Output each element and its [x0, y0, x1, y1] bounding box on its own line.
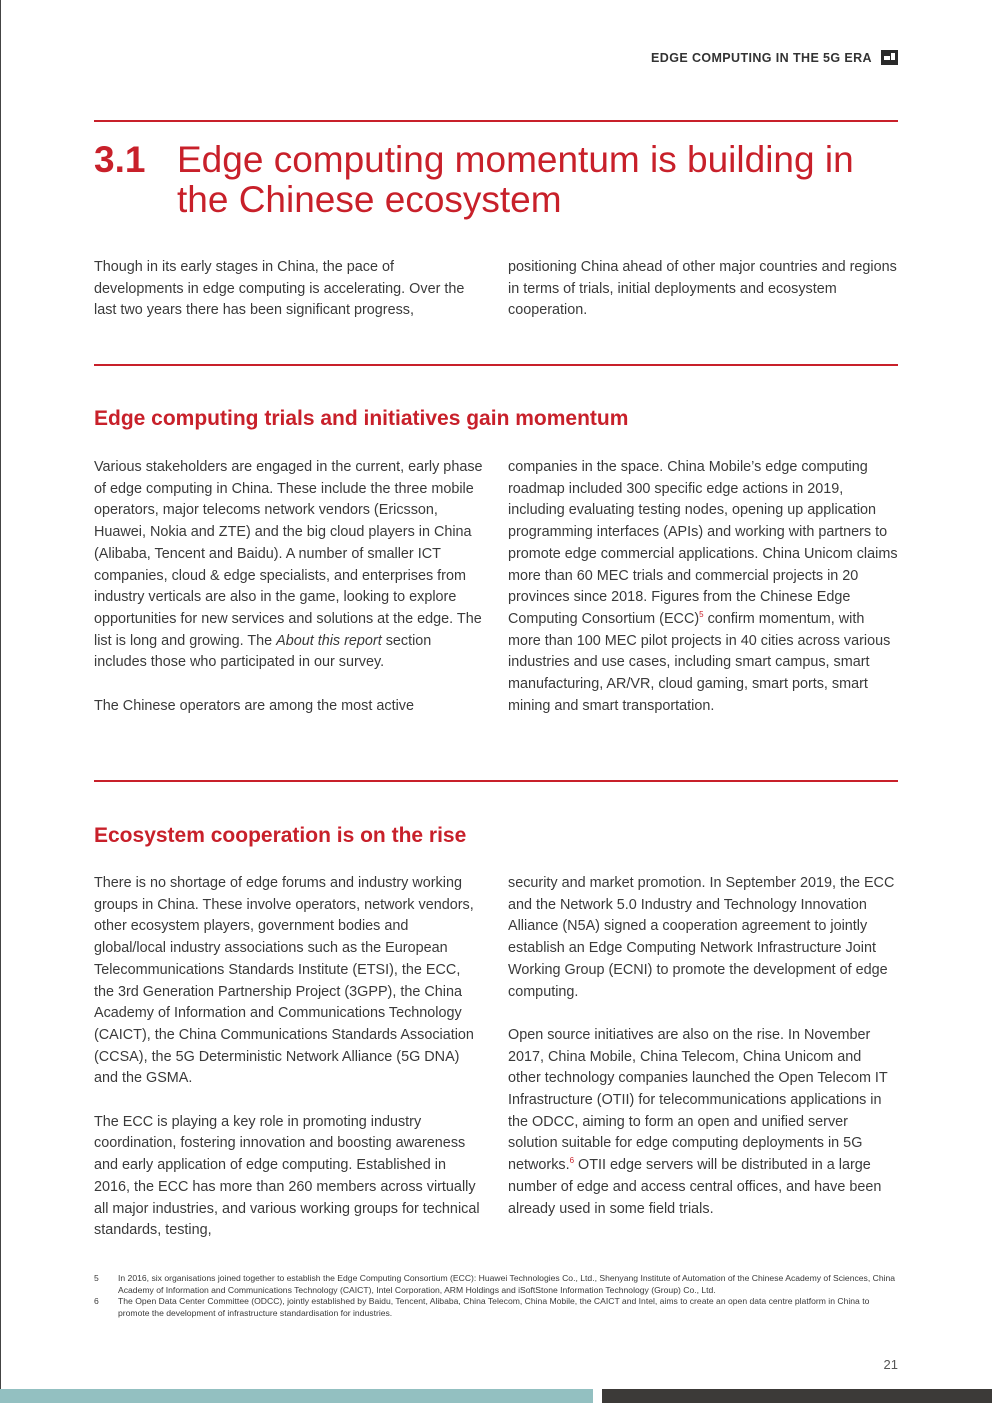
- page-number: 21: [883, 1357, 898, 1372]
- cooperation-right-paragraph-2: Open source initiatives are also on the rise. In November 2017, China Mobile, China Telecom, China Unicom and other technology companies launched the Open Telecom IT Infrastructure (OTII) for telecommunications applications in the ODCC, aiming to form an open and unified server solution suitable for edge computing deployments in 5G networks.$^6$ OTII edge servers will be distributed in a large number of edge and access central offices, and have been already used in some field trials.: [508, 1026, 888, 1217]
- section-title-text: Edge computing momentum is building in the Chinese ecosystem: [177, 139, 854, 220]
- cooperation-left-paragraph-2: The ECC is playing a key role in promoting industry coordination, fostering innovation and boosting awareness and early application of edge computing. Established in 2016, the ECC has more than 260 members across virtually all major industries, and various working groups for technical standards, testing,: [94, 1113, 480, 1239]
- trials-left-paragraph-1: Various stakeholders are engaged in the current, early phase of edge computing in China. These include the three mobile operators, major telecoms network vendors (Ericsson, Huawei, Nokia and ZTE) and the big cloud players in China (Alibaba, Tencent and Baidu). A number of smaller ICT companies, cloud & edge specialists, and enterprises from industry verticals are also in the game, looking to explore opportunities for new services and solutions at the edge. The list is long and growing. The About this report section includes those who participated in our survey.: [94, 459, 483, 671]
- intro-left-column: [94, 257, 484, 322]
- footnote-ref-6: 6: [569, 1156, 575, 1166]
- cooperation-left-paragraph-1: There is no shortage of edge forums and industry working groups in China. These involve operators, network vendors, other ecosystem players, government bodies and global/local industry associations such as the European Telecommunications Standards Institute (ETSI), the ECC, the 3rd Generation Partnership Project (3GPP), the China Academy of Information and Communications Technology (CAICT), the China Communications Standards Association (CCSA), the 5G Deterministic Network Alliance (5G DNA) and the GSMA.: [94, 875, 474, 1087]
- intro-right-text: positioning China ahead of other major countries and regions in terms of trials, initial deployments and ecosystem cooperation.: [508, 259, 897, 319]
- trials-left-column: [94, 457, 484, 717]
- divider-rule: [94, 780, 898, 782]
- cooperation-heading: Ecosystem cooperation is on the rise: [94, 824, 467, 847]
- chart-icon: [881, 50, 898, 65]
- about-report-reference: About this report: [276, 632, 382, 649]
- running-title: EDGE COMPUTING IN THE 5G ERA: [651, 50, 872, 65]
- section-number: 3.1: [94, 139, 146, 180]
- trials-heading: Edge computing trials and initiatives gain momentum: [94, 407, 629, 430]
- section-title: [94, 140, 898, 220]
- intro-right-column: [508, 257, 898, 322]
- intro-columns: [94, 257, 898, 322]
- trials-columns: [94, 457, 898, 717]
- cooperation-columns: [94, 873, 898, 1242]
- trials-right-paragraph: companies in the space. China Mobile’s edge computing roadmap included 300 specific edge actions in 2019, including evaluating testing nodes, opening up application programming interfaces (APIs) and working with partners to promote edge commercial applications. China Unicom claims more than 60 MEC trials and commercial projects in 20 provinces since 2018. Figures from the Chinese Edge Computing Consortium (ECC)$^5$ confirm momentum, with more than 100 MEC pilot projects in 40 cities across various industries and use cases, including smart campus, smart manufacturing, AR/VR, cloud gaming, smart ports, smart mining and smart transportation.: [508, 459, 898, 714]
- footnote-number: 5: [94, 1273, 99, 1283]
- footnote-item: [94, 1296, 898, 1319]
- footnote-number: 6: [94, 1296, 99, 1307]
- footnote-item: [94, 1273, 898, 1296]
- footnotes: [94, 1273, 898, 1320]
- footnote-text: The Open Data Center Committee (ODCC), jointly established by Baidu, Tencent, Alibaba, China Telecom, China Mobile, the CAICT and Intel, aims to create an open data centre platform in China to promote the development of infrastructure standardisation for industries.: [118, 1296, 870, 1319]
- footer-bar-left: [0, 1389, 593, 1403]
- divider-rule: [94, 364, 898, 366]
- footer-bar-right: [602, 1389, 992, 1403]
- cooperation-left-column: [94, 873, 484, 1242]
- page-edge-rule: [0, 0, 1, 1390]
- section-top-rule: [94, 120, 898, 122]
- trials-right-column: [508, 457, 898, 717]
- running-header: [651, 50, 898, 65]
- footnote-text: In 2016, six organisations joined together to establish the Edge Computing Consortium (ECC): Huawei Technologies Co., Ltd., Shenyang Institute of Automation of the Chinese Academy of Sciences, China Academy of Information and Communications Technology (CAICT), Intel Corporation, ARM Holdings and iSoftStone Information Technology (Group) Co., Ltd.: [118, 1273, 896, 1295]
- trials-left-paragraph-2: The Chinese operators are among the most active: [94, 697, 414, 714]
- footnote-ref-5: 5: [699, 610, 704, 620]
- cooperation-right-paragraph-1: security and market promotion. In September 2019, the ECC and the Network 5.0 Industry and Technology Innovation Alliance (N5A) signed a cooperation agreement to jointly establish an Edge Computing Network Infrastructure Joint Working Group (ECNI) to promote the development of edge computing.: [508, 875, 895, 1000]
- cooperation-right-column: [508, 873, 898, 1242]
- intro-left-text: Though in its early stages in China, the pace of developments in edge computing is accelerating. Over the last two years there has been significant progress,: [94, 259, 465, 319]
